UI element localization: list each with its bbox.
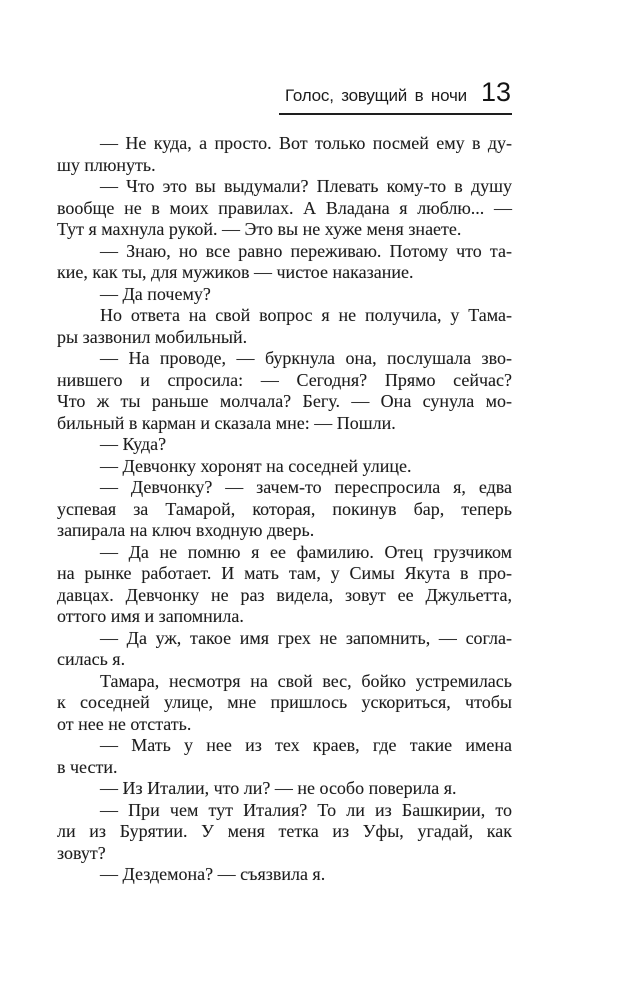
text-line: бильный в карман и сказала мне: — Пошли. bbox=[57, 412, 396, 433]
paragraph bbox=[57, 542, 512, 628]
paragraph bbox=[57, 241, 512, 284]
text-line: — Дездемона? — съязвила я. bbox=[100, 864, 326, 884]
paragraph bbox=[57, 176, 512, 241]
text-line: — Девчонку хоронят на соседней улице. bbox=[100, 455, 412, 476]
paragraph bbox=[57, 284, 512, 306]
text-line: в чести. bbox=[57, 756, 118, 777]
page-body bbox=[57, 133, 512, 886]
header-rule bbox=[279, 77, 512, 115]
text-line: ры зазвонил мобильный. bbox=[57, 326, 248, 347]
text-line: Что ж ты раньше молчала? Бегу. — Она сунула мо- bbox=[57, 391, 512, 411]
text-line: давцах. Девчонку не раз видела, зовут ее Джульетта, bbox=[57, 584, 512, 605]
paragraph bbox=[57, 305, 512, 348]
paragraph bbox=[57, 628, 512, 671]
text-line: — Из Италии, что ли? — не особо поверила я. bbox=[100, 778, 457, 798]
paragraph bbox=[57, 434, 512, 456]
paragraph bbox=[57, 133, 512, 176]
text-line: к соседней улице, мне пришлось ускориться, чтобы bbox=[57, 692, 512, 712]
text-line: запирала на ключ входную дверь. bbox=[57, 520, 315, 540]
text-line: Тамара, несмотря на свой вес, бойко устремилась bbox=[100, 670, 512, 691]
text-line: от нее не отстать. bbox=[57, 713, 192, 734]
text-line: — Девчонку? — зачем-то переспросила я, едва bbox=[100, 477, 512, 497]
text-line: — Мать у нее из тех краев, где такие имена bbox=[100, 735, 512, 755]
text-line: силась я. bbox=[57, 649, 126, 669]
text-line: — Не куда, а просто. Вот только посмей ему в ду- bbox=[100, 133, 512, 153]
paragraph bbox=[57, 671, 512, 736]
text-line: на рынке работает. И мать там, у Симы Якута в про- bbox=[57, 563, 512, 583]
paragraph bbox=[57, 477, 512, 542]
text-line: — Да почему? bbox=[100, 283, 211, 304]
text-line: Но ответа на свой вопрос я не получила, у Тама- bbox=[100, 305, 512, 325]
text-line: — Куда? bbox=[100, 434, 167, 454]
paragraph bbox=[57, 800, 512, 865]
text-line: — Да не помню я ее фамилию. Отец грузчиком bbox=[100, 541, 512, 562]
text-line: успевая за Тамарой, которая, покинув бар, теперь bbox=[57, 498, 512, 519]
text-line: вообще не в моих правилах. А Владана я люблю... — bbox=[57, 197, 512, 218]
text-line: оттого имя и запомнила. bbox=[57, 606, 244, 626]
chapter-title: Голос, зовущий в ночи bbox=[284, 86, 467, 105]
running-header bbox=[57, 77, 512, 115]
text-line: кие, как ты, для мужиков — чистое наказание. bbox=[57, 262, 414, 282]
text-line: — Да уж, такое имя грех не запомнить, — согла- bbox=[100, 627, 512, 648]
text-line: — Что это вы выдумали? Плевать кому-то в душу bbox=[100, 176, 512, 196]
text-line: — На проводе, — буркнула она, послушала зво- bbox=[100, 348, 512, 368]
paragraph bbox=[57, 456, 512, 478]
paragraph bbox=[57, 778, 512, 800]
page-number: 13 bbox=[480, 77, 511, 107]
text-line: зовут? bbox=[57, 842, 106, 863]
text-line: — Знаю, но все равно переживаю. Потому что та- bbox=[100, 240, 512, 261]
text-line: шу плюнуть. bbox=[57, 154, 156, 175]
paragraph bbox=[57, 348, 512, 434]
text-line: — При чем тут Италия? То ли из Башкирии, то bbox=[100, 799, 512, 820]
paragraph bbox=[57, 735, 512, 778]
text-line: Тут я махнула рукой. — Это вы не хуже меня знаете. bbox=[57, 219, 462, 239]
text-line: нившего и спросила: — Сегодня? Прямо сейчас? bbox=[57, 369, 512, 390]
paragraph bbox=[57, 864, 512, 886]
text-line: ли из Бурятии. У меня тетка из Уфы, угадай, как bbox=[57, 821, 512, 841]
